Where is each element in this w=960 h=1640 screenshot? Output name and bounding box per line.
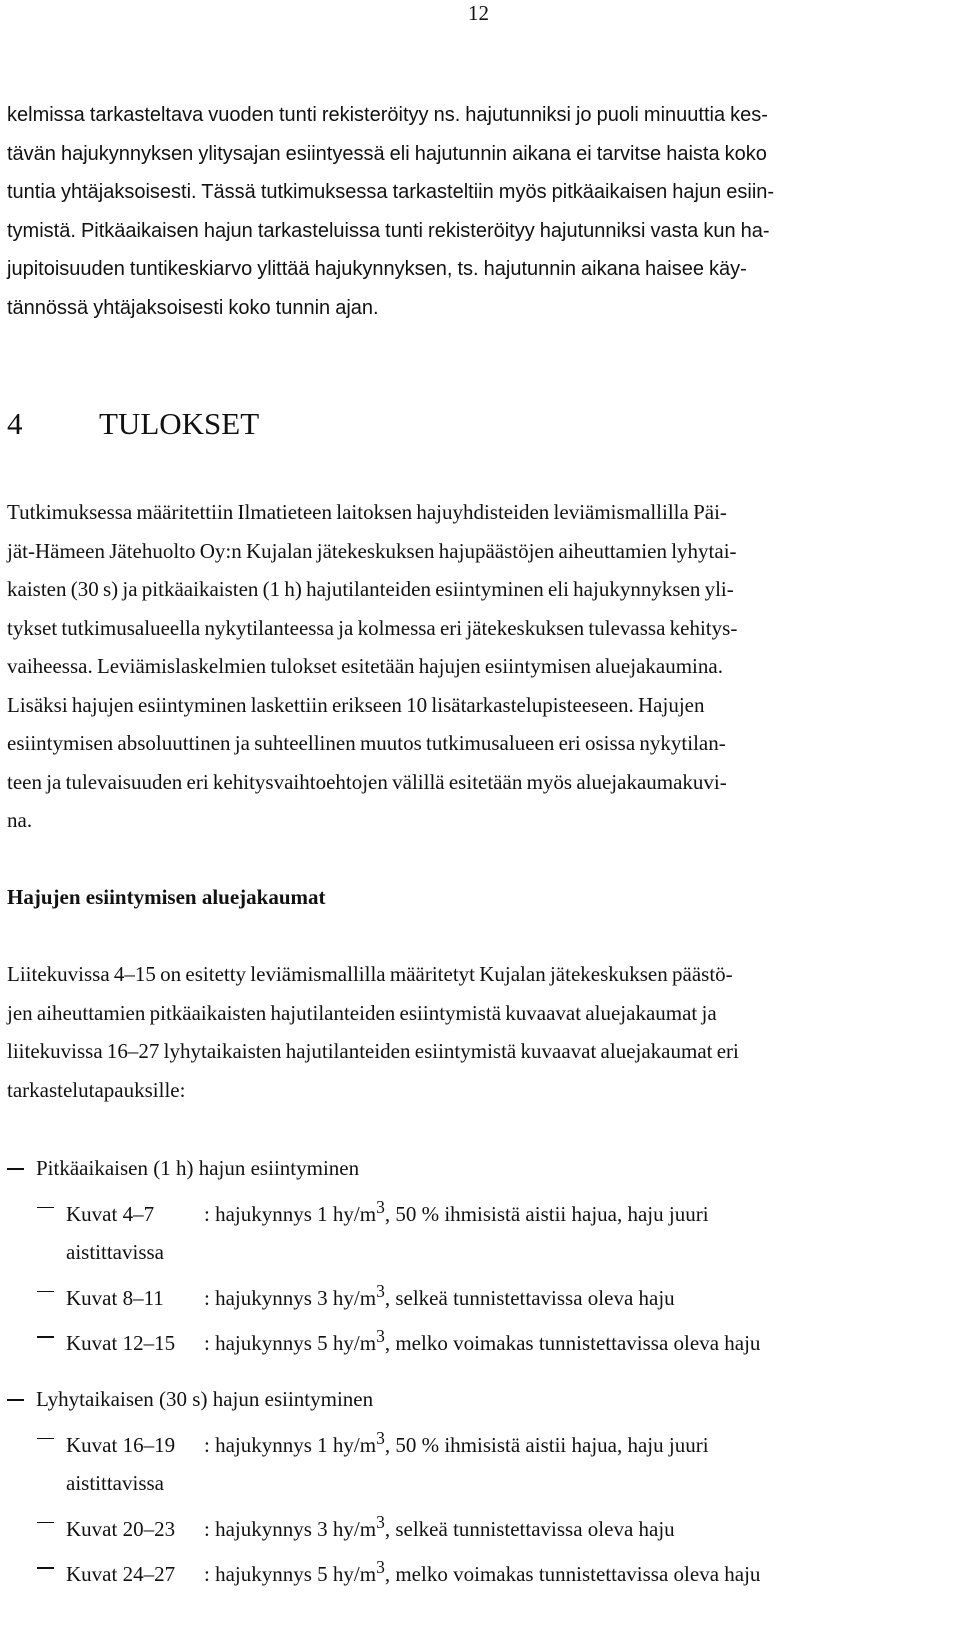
intro-line: tymistä. Pitkäaikaisen hajun tarkasteluissa tunti rekisteröityy hajutunniksi vasta kun ha- bbox=[7, 219, 770, 242]
results-line: Lisäksi hajujen esiintyminen laskettiin erikseen 10 lisätarkastelupisteeseen. Hajujen bbox=[7, 692, 705, 717]
distribution-line: tarkastelutapauksille: bbox=[7, 1077, 186, 1102]
list-item: Kuvat 24–27 : hajukynnys 5 $hy/m^3$, melko voimakas tunnistettavissa oleva haju bbox=[7, 1548, 919, 1594]
results-paragraph bbox=[7, 493, 919, 840]
results-line: na. bbox=[7, 808, 33, 832]
intro-line: jupitoisuuden tuntikeskiarvo ylittää hajukynnyksen, ts. hajutunnin aikana haisee käy- bbox=[7, 258, 747, 280]
superscript: 3 bbox=[376, 1280, 385, 1301]
subheading: Hajujen esiintymisen aluejakaumat bbox=[7, 885, 326, 909]
intro-line: tävän hajukynnyksen ylitysajan esiintyessä eli hajutunnin aikana ei tarvitse haista koko bbox=[7, 142, 767, 165]
superscript: 3 bbox=[376, 1196, 385, 1217]
dash-bullet bbox=[37, 1522, 54, 1524]
distribution-paragraph bbox=[7, 955, 919, 1109]
intro-line: kelmissa tarkasteltava vuoden tunti rekisteröityy ns. hajutunniksi jo puoli minuuttia kes- bbox=[7, 104, 768, 126]
list-item: Kuvat 20–23 : hajukynnys 3 $hy/m^3$, selkeä tunnistettavissa oleva haju bbox=[7, 1503, 919, 1549]
superscript: 3 bbox=[376, 1326, 385, 1346]
list-item: Kuvat 16–19 : hajukynnys 1 $hy/m^3$, 50 % ihmisistä aistii hajua, haju juuri aistittavissa bbox=[7, 1419, 919, 1503]
list-group-short-term bbox=[7, 1380, 919, 1594]
results-line: teen ja tulevaisuuden eri kehitysvaihtoehtojen välillä esitetään myös aluejakaumakuvi- bbox=[7, 769, 727, 794]
dash-bullet bbox=[7, 1168, 24, 1170]
results-line: tykset tutkimusalueella nykytilanteessa ja kolmessa eri jätekeskuksen tulevassa kehitys- bbox=[7, 615, 738, 640]
item-continuation: aistittavissa bbox=[66, 1471, 164, 1495]
intro-line: tuntia yhtäjaksoisesti. Tässä tutkimuksessa tarkasteltiin myös pitkäaikaisen hajun esiin- bbox=[7, 181, 775, 203]
results-line: jät-Hämeen Jätehuolto Oy:n Kujalan jätekeskuksen hajupäästöjen aiheuttamien lyhytai- bbox=[7, 538, 737, 563]
distribution-line: jen aiheuttamien pitkäaikaisten hajutilanteiden esiintymistä kuvaavat aluejakaumat ja bbox=[7, 1000, 717, 1025]
intro-paragraph bbox=[7, 96, 919, 327]
item-continuation: aistittavissa bbox=[66, 1240, 164, 1264]
section-heading bbox=[7, 406, 259, 442]
results-line: esiintymisen absoluuttinen ja suhteellinen muutos tutkimusalueen eri osissa nykytilan- bbox=[7, 731, 726, 755]
results-line: vaiheessa. Leviämislaskelmien tulokset esitetään hajujen esiintymisen aluejakaumina. bbox=[7, 654, 723, 678]
dash-bullet bbox=[37, 1291, 54, 1293]
dash-bullet bbox=[37, 1207, 54, 1209]
item-label: Kuvat 20–23 bbox=[66, 1516, 176, 1541]
item-label: Kuvat 12–15 bbox=[66, 1331, 176, 1355]
list-group-long-term bbox=[7, 1149, 919, 1363]
section-number: 4 bbox=[7, 406, 23, 441]
list-group-title: Pitkäaikaisen (1 h) hajun esiintyminen bbox=[7, 1149, 919, 1188]
distribution-line: liitekuvissa 16–27 lyhytaikaisten hajutilanteiden esiintymistä kuvaavat aluejakaumat eri bbox=[7, 1039, 739, 1063]
page-number: 12 bbox=[468, 1, 489, 25]
superscript: 3 bbox=[376, 1511, 385, 1532]
list-group-title: Lyhytaikaisen (30 s) hajun esiintyminen bbox=[7, 1380, 919, 1419]
superscript: 3 bbox=[376, 1427, 385, 1448]
item-label: Kuvat 16–19 bbox=[66, 1432, 176, 1457]
dash-bullet bbox=[37, 1567, 54, 1569]
item-label: Kuvat 24–27 bbox=[66, 1562, 176, 1586]
intro-line: tännössä yhtäjaksoisesti koko tunnin ajan. bbox=[7, 296, 379, 319]
results-line: Tutkimuksessa määritettiin Ilmatieteen laitoksen hajuyhdisteiden leviämismallilla Päi- bbox=[7, 500, 727, 524]
dash-bullet bbox=[37, 1438, 54, 1440]
dash-bullet bbox=[7, 1399, 24, 1401]
results-line: kaisten (30 s) ja pitkäaikaisten (1 h) hajutilanteiden esiintyminen eli hajukynnyksen yli- bbox=[7, 577, 734, 601]
list-item: Kuvat 8–11 : hajukynnys 3 $hy/m^3$, selkeä tunnistettavissa oleva haju bbox=[7, 1272, 919, 1318]
list-item: Kuvat 4–7 : hajukynnys 1 $hy/m^3$, 50 % ihmisistä aistii hajua, haju juuri aistittavissa bbox=[7, 1188, 919, 1272]
section-title: TULOKSET bbox=[99, 406, 260, 441]
item-label: Kuvat 8–11 bbox=[66, 1285, 164, 1310]
item-label: Kuvat 4–7 bbox=[66, 1201, 155, 1226]
list-item: Kuvat 12–15 : hajukynnys 5 $hy/m^3$, melko voimakas tunnistettavissa oleva haju bbox=[7, 1317, 919, 1363]
distribution-line: Liitekuvissa 4–15 on esitetty leviämismallilla määritetyt Kujalan jätekeskuksen päästö- bbox=[7, 962, 733, 986]
dash-bullet bbox=[37, 1336, 54, 1338]
superscript: 3 bbox=[376, 1557, 385, 1577]
